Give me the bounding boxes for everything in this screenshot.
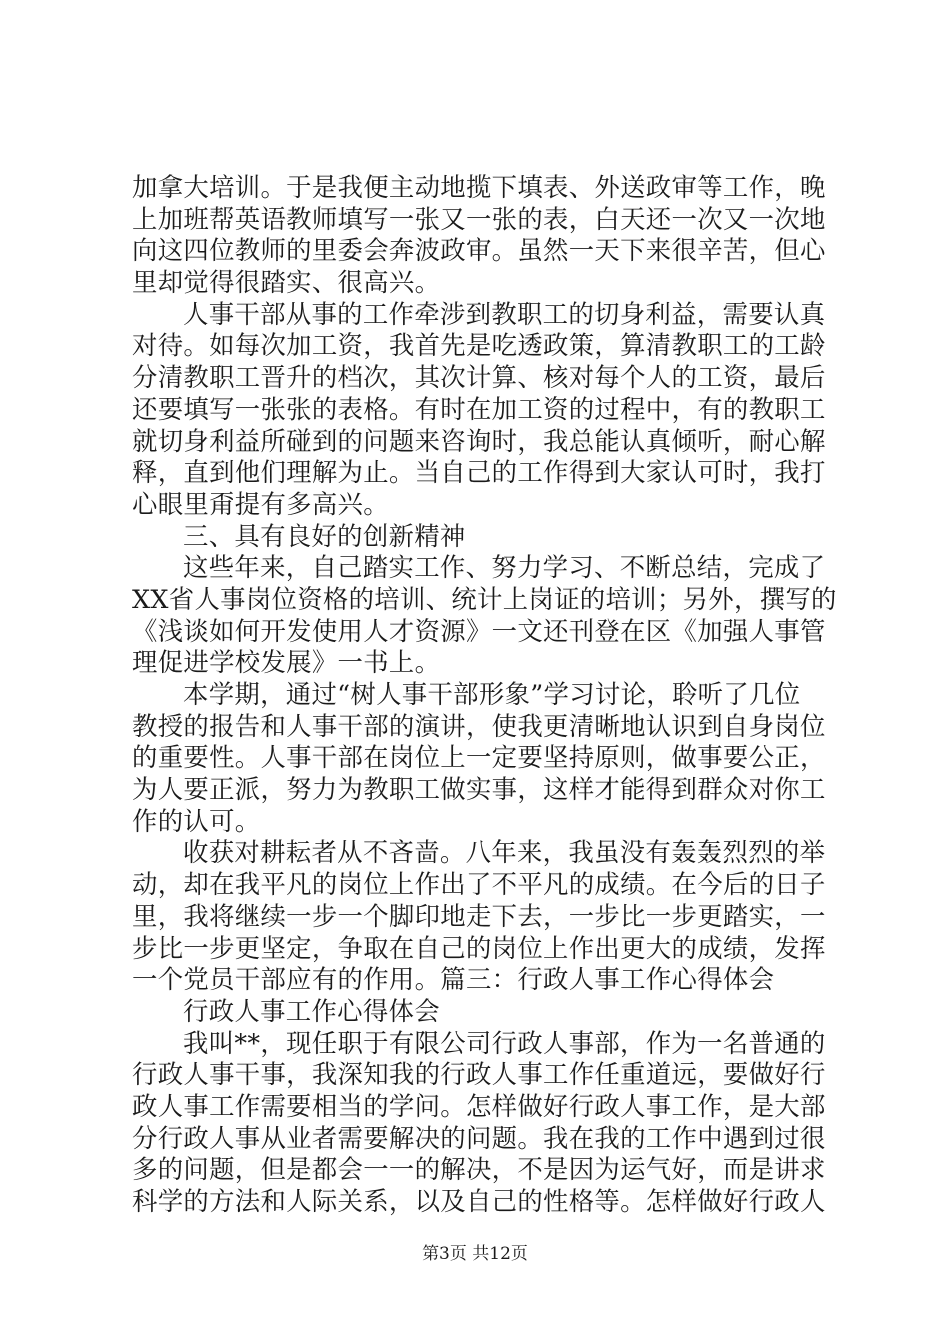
text-line: 人事干部从事的工作牵涉到教职工的切身利益，需要认真 xyxy=(183,298,826,329)
text-line: 就切身利益所碰到的问题来咨询时，我总能认真倾听，耐心解 xyxy=(132,425,826,456)
text-line: 动，却在我平凡的岗位上作出了不平凡的成绩。在今后的日子 xyxy=(132,869,826,900)
text-line: 收获对耕耘者从不吝啬。八年来，我虽没有轰轰烈烈的举 xyxy=(183,837,826,868)
text-line: 我叫**，现任职于有限公司行政人事部，作为一名普通的 xyxy=(183,1027,826,1058)
text-line: 向这四位教师的里委会奔波政审。虽然一天下来很辛苦，但心 xyxy=(132,235,826,266)
text-line: 理促进学校发展》一书上。 xyxy=(132,647,441,678)
text-line: 分行政人事从业者需要解决的问题。我在我的工作中遇到过很 xyxy=(132,1122,826,1153)
text-line: 分清教职工晋升的档次，其次计算、核对每个人的工资，最后 xyxy=(132,362,826,393)
text-line: 这些年来，自己踏实工作、努力学习、不断总结，完成了 xyxy=(183,552,826,583)
text-line: 一个党员干部应有的作用。篇三：行政人事工作心得体会 xyxy=(132,964,775,995)
text-line: 政人事工作需要相当的学问。怎样做好行政人事工作，是大部 xyxy=(132,1090,826,1121)
text-line: 步比一步更坚定，争取在自己的岗位上作出更大的成绩，发挥 xyxy=(132,932,826,963)
text-line: 释，直到他们理解为止。当自己的工作得到大家认可时，我打 xyxy=(132,457,826,488)
text-line: 为人要正派，努力为教职工做实事，这样才能得到群众对你工 xyxy=(132,774,826,805)
page-footer: 第3页 共12页 xyxy=(422,1244,528,1264)
text-line: 作的认可。 xyxy=(132,805,261,836)
text-line: 行政人事工作心得体会 xyxy=(183,995,440,1026)
text-line: 的重要性。人事干部在岗位上一定要坚持原则，做事要公正， xyxy=(132,742,826,773)
text-line: 还要填写一张张的表格。有时在加工资的过程中，有的教职工 xyxy=(132,393,826,424)
text-line: XX省人事岗位资格的培训、统计上岗证的培训；另外，撰写的 xyxy=(132,583,837,614)
text-line: 本学期，通过“树人事干部形象”学习讨论，聆听了几位 xyxy=(183,679,801,709)
text-line: 多的问题，但是都会一一的解决，不是因为运气好，而是讲求 xyxy=(132,1154,826,1185)
text-line: 教授的报告和人事干部的演讲，使我更清晰地认识到自身岗位 xyxy=(132,710,826,741)
text-line: 心眼里甭提有多高兴。 xyxy=(132,488,389,519)
text-line: 《浅谈如何开发使用人才资源》一文还刊登在区《加强人事管 xyxy=(132,615,826,646)
text-line: 里，我将继续一步一个脚印地走下去，一步比一步更踏实，一 xyxy=(132,900,826,931)
text-line: 对待。如每次加工资，我首先是吃透政策，算清教职工的工龄 xyxy=(132,330,826,361)
text-line: 加拿大培训。于是我便主动地揽下填表、外送政审等工作，晚 xyxy=(132,172,826,202)
text-line: 三、具有良好的创新精神 xyxy=(183,520,466,551)
text-line: 上加班帮英语教师填写一张又一张的表，白天还一次又一次地 xyxy=(132,203,826,234)
text-line: 里却觉得很踏实、很高兴。 xyxy=(132,267,441,298)
document-body xyxy=(132,172,837,1218)
text-line: 科学的方法和人际关系，以及自己的性格等。怎样做好行政人 xyxy=(132,1186,826,1216)
text-line: 行政人事干事，我深知我的行政人事工作任重道远，要做好行 xyxy=(132,1059,826,1090)
